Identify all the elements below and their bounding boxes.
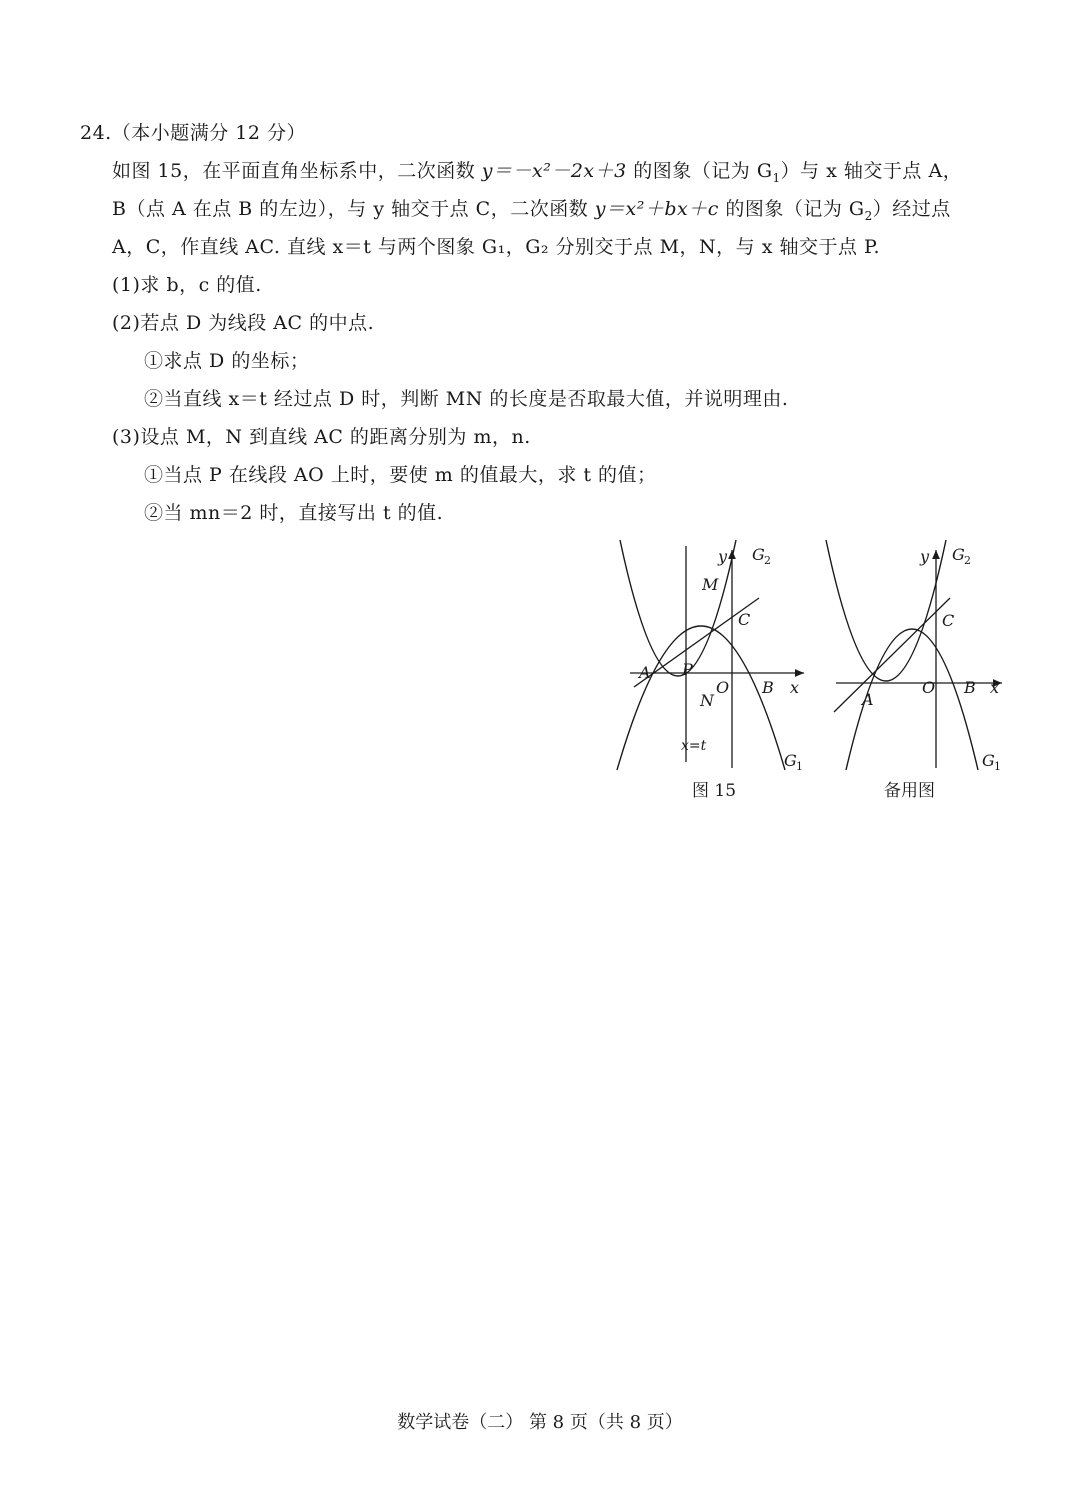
label-g2-sub: 2 (964, 554, 971, 567)
label-c: C (942, 611, 955, 630)
figure-15-caption: 图 15 (692, 781, 737, 801)
label-o: O (716, 678, 730, 697)
label-b: B (762, 678, 774, 697)
label-x-equals-t: x=t (681, 738, 707, 754)
label-y: y (920, 547, 930, 566)
stem-line-1-b: 的图象（记为 G (626, 160, 773, 182)
stem-line-2-b: 的图象（记为 G (718, 198, 865, 220)
label-o: O (922, 678, 936, 697)
label-a: A (639, 663, 651, 682)
part-2-1: ①求点 D 的坐标； (144, 350, 310, 372)
label-x: x (990, 678, 1000, 697)
stem-line-2 (112, 196, 951, 222)
label-b: B (964, 678, 976, 697)
g1-equation-lhs: y (481, 160, 493, 182)
figure-backup-caption: 备用图 (884, 781, 935, 801)
stem-line-3: A，C，作直线 AC. 直线 x＝t 与两个图象 G₁，G₂ 分别交于点 M，N，与 x 轴交于点 P. (112, 236, 880, 258)
stem-line-1-c: ）与 x 轴交于点 A， (780, 160, 963, 182)
figure-15 (612, 540, 812, 775)
g2-equation: y＝x²＋bx＋c (594, 198, 719, 220)
part-3-1: ①当点 P 在线段 AO 上时，要使 m 的值最大，求 t 的值； (144, 464, 657, 486)
stem-line-1 (112, 158, 962, 184)
part-2: (2)若点 D 为线段 AC 的中点. (112, 312, 375, 334)
label-p: P (682, 660, 693, 679)
stem-line-2-c: ）经过点 (872, 198, 951, 220)
label-x: x (790, 678, 800, 697)
figure-backup (818, 540, 1018, 775)
stem-line-2-a: B（点 A 在点 B 的左边），与 y 轴交于点 C，二次函数 (112, 198, 595, 220)
question-header: 24.（本小题满分 12 分） (80, 122, 306, 144)
part-3: (3)设点 M，N 到直线 AC 的距离分别为 m，n. (112, 426, 531, 448)
label-y: y (718, 547, 728, 566)
stem-line-1-a: 如图 15，在平面直角坐标系中，二次函数 (112, 160, 482, 182)
label-g1: G (982, 751, 995, 770)
label-g2: G (752, 545, 765, 564)
part-1: (1)求 b，c 的值. (112, 274, 262, 296)
label-g1-sub: 1 (796, 760, 803, 773)
label-n: N (700, 691, 714, 710)
label-a: A (862, 690, 874, 709)
label-g2-sub: 2 (764, 554, 771, 567)
part-3-2: ②当 mn＝2 时，直接写出 t 的值. (144, 502, 444, 524)
label-g1: G (784, 751, 797, 770)
label-g2: G (952, 545, 965, 564)
page-footer: 数学试卷（二） 第 8 页（共 8 页） (397, 1412, 683, 1433)
label-c: C (738, 610, 751, 629)
g1-equation-rhs: ＝－x²－2x＋3 (493, 160, 627, 182)
g2-subscript: 2 (864, 208, 873, 223)
label-g1-sub: 1 (994, 760, 1001, 773)
label-m: M (702, 575, 719, 594)
g1-subscript: 1 (772, 170, 781, 185)
part-2-2: ②当直线 x＝t 经过点 D 时，判断 MN 的长度是否取最大值，并说明理由. (144, 388, 789, 410)
